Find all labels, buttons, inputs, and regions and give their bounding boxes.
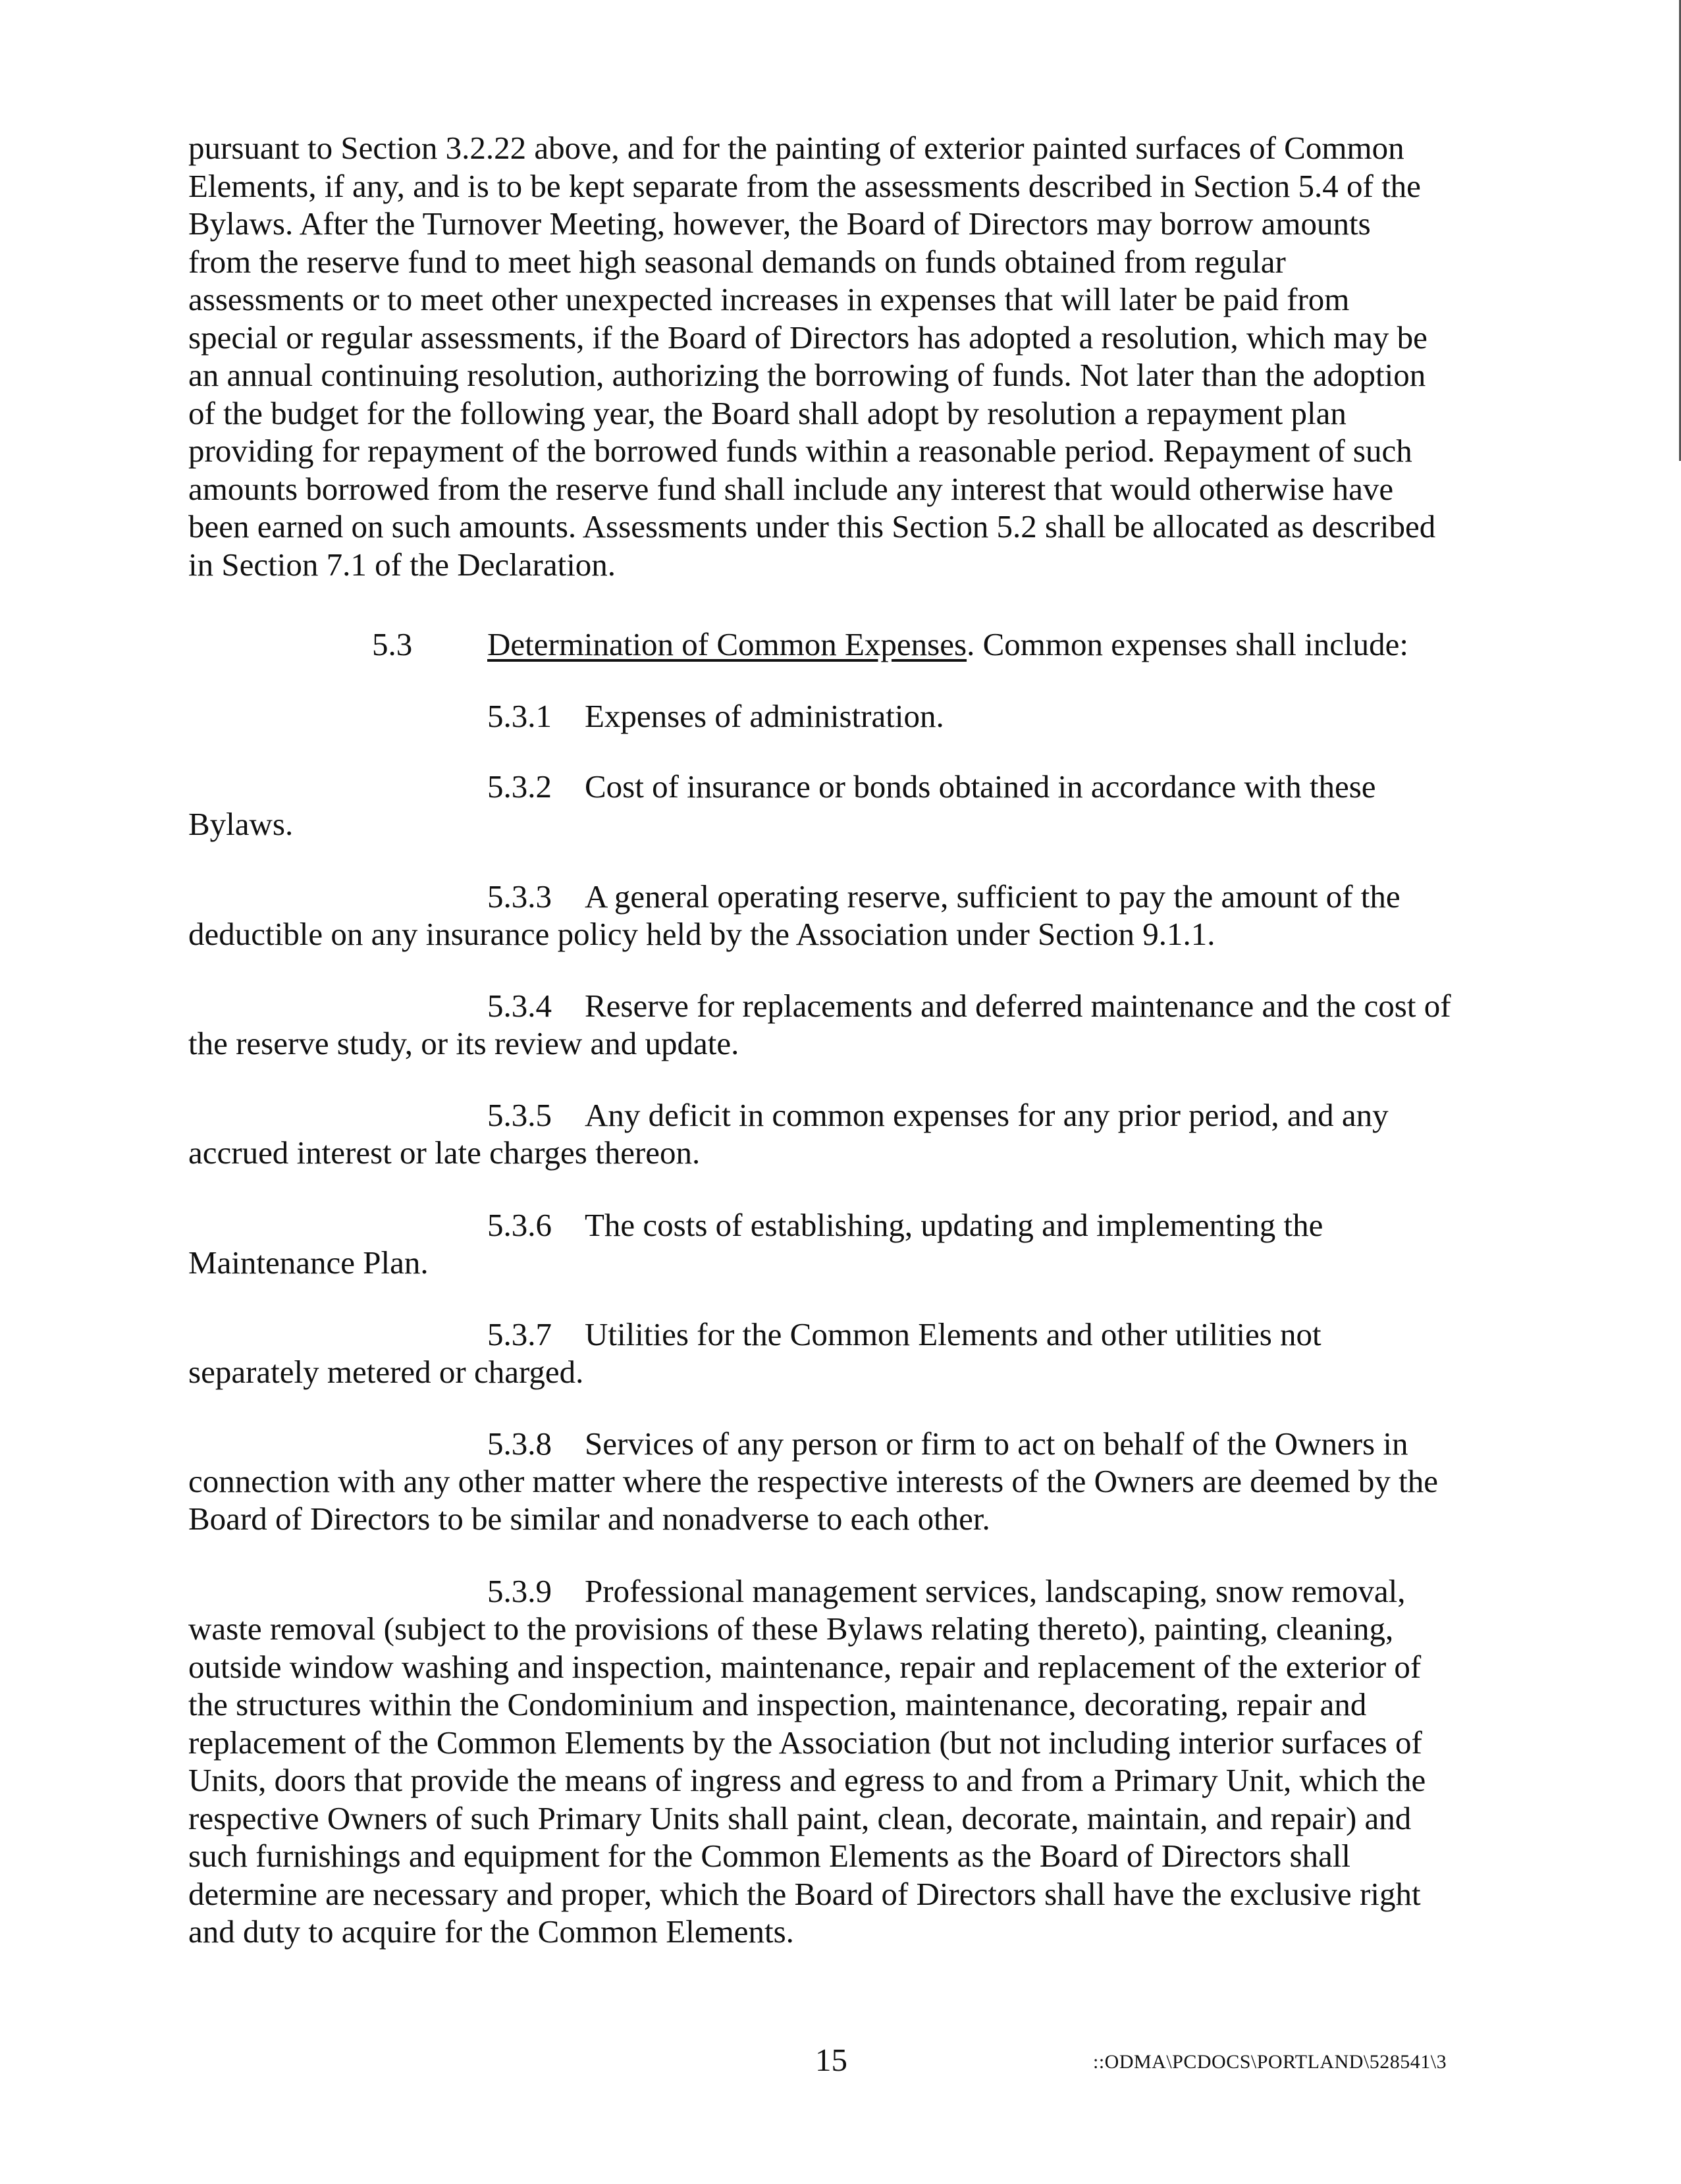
paragraph-line: an annual continuing resolution, authorizing the borrowing of funds. Not later than the adoption xyxy=(188,357,1426,393)
item-number: 5.3.4 xyxy=(487,988,552,1024)
item-number: 5.3.7 xyxy=(487,1316,552,1352)
item-number: 5.3.8 xyxy=(487,1425,552,1462)
section-heading xyxy=(487,626,1408,664)
paragraph-line: been earned on such amounts. Assessments under this Section 5.2 shall be allocated as described xyxy=(188,508,1436,545)
item-number: 5.3.3 xyxy=(487,878,552,915)
item-text: The costs of establishing, updating and implementing the xyxy=(585,1207,1323,1243)
item-text: Reserve for replacements and deferred maintenance and the cost of xyxy=(585,988,1451,1024)
paragraph-line: from the reserve fund to meet high seasonal demands on funds obtained from regular xyxy=(188,243,1286,280)
paragraph-line: Units, doors that provide the means of ingress and egress to and from a Primary Unit, which the xyxy=(188,1762,1426,1798)
paragraph-line: providing for repayment of the borrowed funds within a reasonable period. Repayment of such xyxy=(188,433,1412,469)
page-number: 15 xyxy=(815,2042,847,2078)
item-text-continued: separately metered or charged. xyxy=(188,1354,584,1390)
item-text-block xyxy=(188,1610,1499,1951)
item-text-continued: accrued interest or late charges thereon. xyxy=(188,1134,701,1171)
item-text-continued: Bylaws. xyxy=(188,806,294,842)
paragraph-line: the structures within the Condominium and inspection, maintenance, decorating, repair and xyxy=(188,1686,1367,1722)
item-text-continued: Board of Directors to be similar and nonadverse to each other. xyxy=(188,1501,990,1537)
paragraph-line: assessments or to meet other unexpected increases in expenses that will later be paid from xyxy=(188,281,1350,317)
section-title: Determination of Common Expenses xyxy=(487,626,967,662)
item-number: 5.3.9 xyxy=(487,1573,552,1609)
paragraph-line: in Section 7.1 of the Declaration. xyxy=(188,546,616,583)
item-text-continued: connection with any other matter where the respective interests of the Owners are deemed by the xyxy=(188,1463,1439,1499)
item-text: Cost of insurance or bonds obtained in accordance with these xyxy=(585,768,1376,805)
item-text: Utilities for the Common Elements and other utilities not xyxy=(585,1316,1321,1352)
item-number: 5.3.6 xyxy=(487,1207,552,1243)
document-path: ::ODMA\PCDOCS\PORTLAND\528541\3 xyxy=(1093,2051,1447,2073)
paragraph-line: respective Owners of such Primary Units shall paint, clean, decorate, maintain, and repair) and xyxy=(188,1799,1412,1836)
item-text: Services of any person or firm to act on behalf of the Owners in xyxy=(585,1425,1408,1462)
item-text-continued: Maintenance Plan. xyxy=(188,1244,429,1281)
item-text: Expenses of administration. xyxy=(585,698,944,734)
paragraph-line: replacement of the Common Elements by the Association (but not including interior surfaces of xyxy=(188,1724,1422,1761)
item-number: 5.3.5 xyxy=(487,1097,552,1133)
item-text-continued: the reserve study, or its review and update. xyxy=(188,1025,739,1061)
item-text: A general operating reserve, sufficient to pay the amount of the xyxy=(585,878,1401,915)
paragraph-line: waste removal (subject to the provisions of these Bylaws relating thereto), painting, cleaning, xyxy=(188,1611,1394,1647)
item-number: 5.3.2 xyxy=(487,768,552,805)
paragraph-line: Elements, if any, and is to be kept separate from the assessments described in Section 5.4 of the xyxy=(188,167,1421,204)
item-text: Any deficit in common expenses for any prior period, and any xyxy=(585,1097,1389,1133)
item-number: 5.3.1 xyxy=(487,698,552,734)
paragraph-line: determine are necessary and proper, which the Board of Directors shall have the exclusive right xyxy=(188,1875,1421,1912)
item-text-continued: deductible on any insurance policy held by the Association under Section 9.1.1. xyxy=(188,916,1215,952)
paragraph-line: special or regular assessments, if the Board of Directors has adopted a resolution, which may be xyxy=(188,319,1428,356)
paragraph-line: Bylaws. After the Turnover Meeting, however, the Board of Directors may borrow amounts xyxy=(188,205,1371,242)
paragraph-line: and duty to acquire for the Common Elements. xyxy=(188,1913,794,1950)
paragraph-line: outside window washing and inspection, maintenance, repair and replacement of the exterior of xyxy=(188,1648,1422,1685)
paragraph-line: pursuant to Section 3.2.22 above, and for the painting of exterior painted surfaces of Common xyxy=(188,130,1404,166)
continuation-paragraph xyxy=(188,129,1499,583)
section-number: 5.3 xyxy=(372,626,413,662)
paragraph-line: of the budget for the following year, the Board shall adopt by resolution a repayment plan xyxy=(188,394,1347,431)
item-text: Professional management services, landscaping, snow removal, xyxy=(585,1573,1406,1609)
section-intro: . Common expenses shall include: xyxy=(967,626,1408,662)
paragraph-line: such furnishings and equipment for the Common Elements as the Board of Directors shall xyxy=(188,1838,1351,1874)
paragraph-line: amounts borrowed from the reserve fund shall include any interest that would otherwise have xyxy=(188,470,1394,507)
